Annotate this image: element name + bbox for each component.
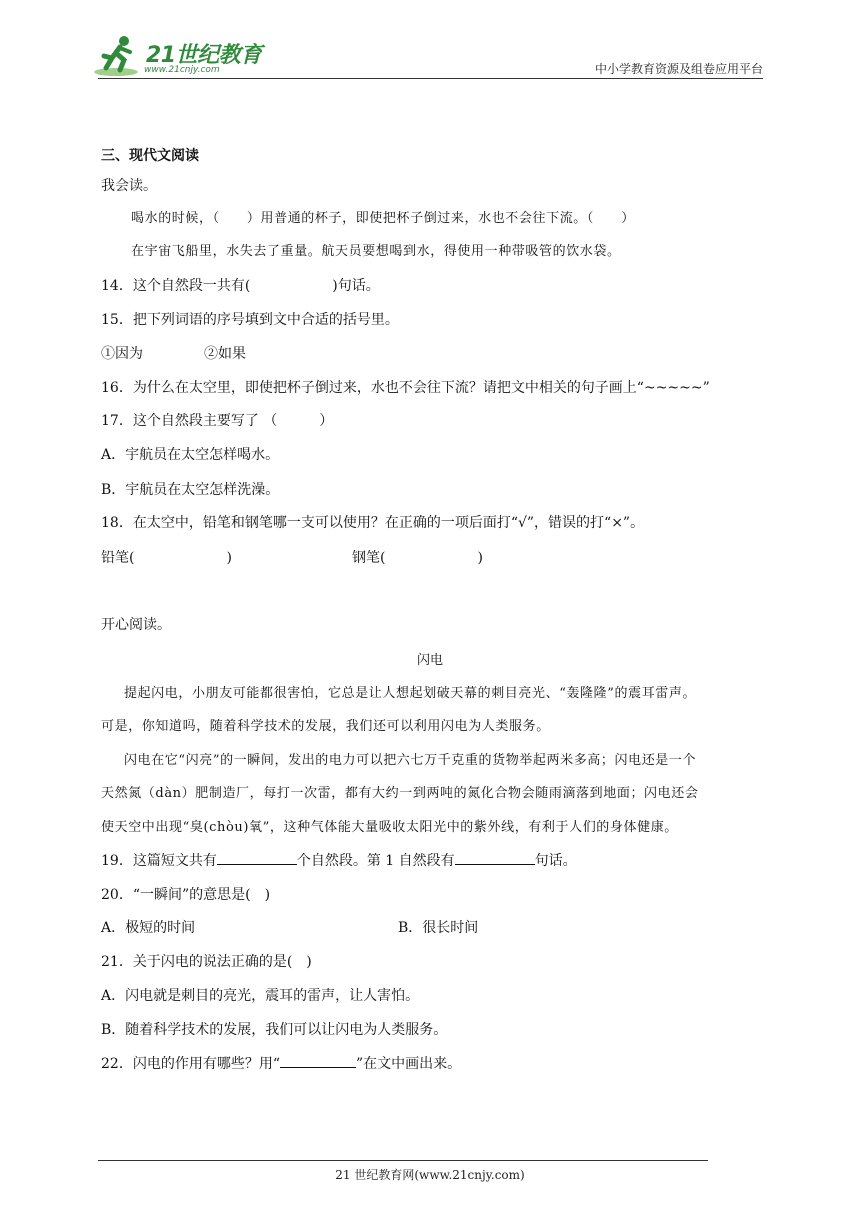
pencil-close: ) <box>226 550 232 566</box>
q21-option-b: B．随着科学技术的发展，我们可以让闪电为人类服务。 <box>101 1022 448 1038</box>
q14-text-a: 14．这个自然段一共有( <box>101 278 251 294</box>
part2-intro: 开心阅读。 <box>101 617 171 633</box>
part1-intro: 我会读。 <box>101 178 157 194</box>
option-1: ①因为 <box>101 346 143 362</box>
q19-blank-2[interactable] <box>455 852 535 865</box>
q21-option-a: A．闪电就是刺目的亮光，震耳的雷声，让人害怕。 <box>101 988 420 1004</box>
pencil-label: 铅笔( <box>101 550 135 566</box>
passage2-p2-line1: 闪电在它“闪亮”的一瞬间，发出的电力可以把六七万千克重的货物举起两米多高；闪电还是一个 <box>124 753 697 768</box>
site-logo <box>94 34 264 78</box>
q20-option-a: A．极短的时间 <box>101 920 196 936</box>
q22-text-b: ”在文中画出来。 <box>355 1056 462 1072</box>
pen-answer <box>352 547 483 567</box>
pen-close: ) <box>477 550 483 566</box>
question-17: 17．这个自然段主要写了 （ ） <box>101 413 334 429</box>
question-22 <box>101 1053 461 1073</box>
question-15: 15．把下列词语的序号填到文中合适的括号里。 <box>101 312 399 328</box>
q19-text-a: 19．这篇短文共有 <box>101 853 217 869</box>
passage2-p1-line1: 提起闪电，小朋友可能都很害怕，它总是让人想起划破天幕的刺目亮光、“轰隆隆”的震耳雷声。 <box>124 686 697 701</box>
passage2-p2-line2: 天然氮（dàn）肥制造厂，每打一次雷，都有大约一到两吨的氮化合物会随雨滴落到地面；闪电还会 <box>101 786 699 801</box>
question-16: 16．为什么在太空里，即使把杯子倒过来，水也不会往下流？请把文中相关的句子画上“~~~~~” <box>101 380 710 396</box>
question-19 <box>101 850 577 870</box>
passage1-line2: 在宇宙飞船里，水失去了重量。航天员要想喝到水，得使用一种带吸管的饮水袋。 <box>131 244 621 259</box>
passage-title: 闪电 <box>416 653 443 668</box>
option-2: ②如果 <box>204 346 246 362</box>
runner-icon <box>94 34 144 78</box>
q17-option-a: A．宇航员在太空怎样喝水。 <box>101 447 280 463</box>
question-20: 20．“一瞬间”的意思是( ) <box>101 887 271 903</box>
header-divider <box>98 78 763 79</box>
q17-option-b: B．宇航员在太空怎样洗澡。 <box>101 482 280 498</box>
passage1-line1: 喝水的时候，（ ）用普通的杯子，即使把杯子倒过来，水也不会往下流。（ ） <box>131 211 635 226</box>
q22-underline-sample <box>280 1055 356 1068</box>
pen-label: 钢笔( <box>352 550 386 566</box>
q19-text-c: 句话。 <box>534 853 577 869</box>
pencil-answer <box>101 547 232 567</box>
q19-text-b: 个自然段。第 1 自然段有 <box>296 853 455 869</box>
q20-option-b: B．很长时间 <box>398 920 479 936</box>
footer-divider <box>98 1160 708 1161</box>
passage2-p2-line3: 使天空中出现“臭(chòu)氧”，这种气体能大量吸收太阳光中的紫外线，有利于人们的身体健康。 <box>101 820 678 835</box>
logo-url: www.21cnjy.com <box>144 65 220 75</box>
question-14 <box>101 275 380 295</box>
question-18: 18．在太空中，铅笔和钢笔哪一支可以使用？在正确的一项后面打“√”，错误的打“×”。 <box>101 515 645 531</box>
q22-text-a: 22．闪电的作用有哪些？用“ <box>101 1056 280 1072</box>
question-21: 21．关于闪电的说法正确的是( ) <box>101 954 312 970</box>
passage2-p1-line2: 可是，你知道吗，随着科学技术的发展，我们还可以利用闪电为人类服务。 <box>101 719 550 734</box>
platform-name: 中小学教育资源及组卷应用平台 <box>594 62 763 76</box>
q14-text-b: )句话。 <box>332 278 380 294</box>
section-title: 三、现代文阅读 <box>101 148 199 164</box>
q19-blank-1[interactable] <box>217 852 297 865</box>
footer-text[interactable]: 21 世纪教育网(www.21cnjy.com) <box>335 1168 525 1182</box>
logo-text: 21世纪教育 <box>146 43 262 68</box>
